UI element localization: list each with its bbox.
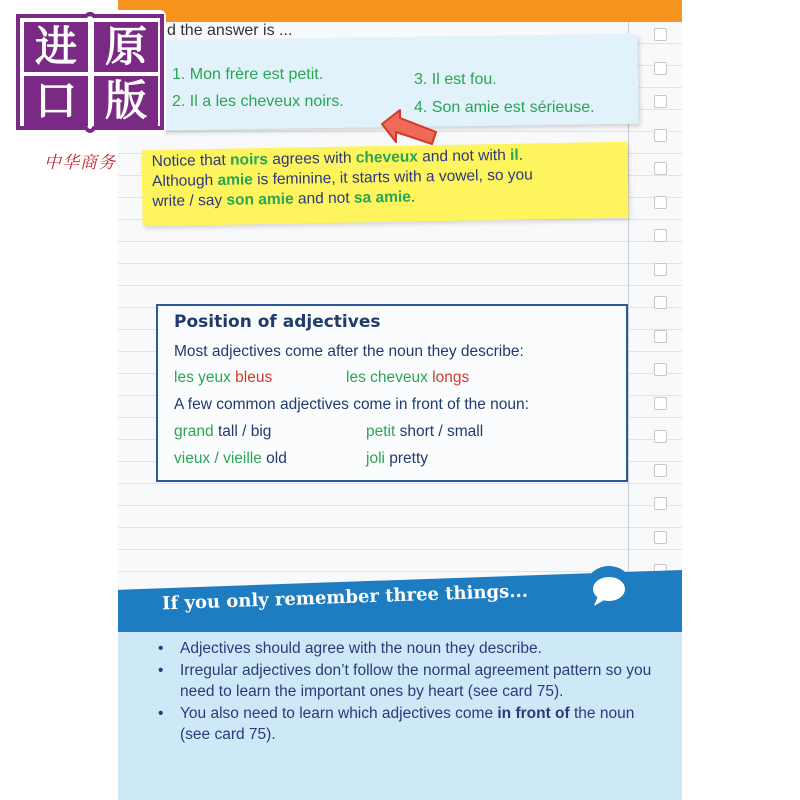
speech-bubble-icon (584, 566, 634, 616)
answer-item-2: 2. Il a les cheveux noirs. (172, 93, 344, 110)
logo-char-2: 原 (94, 22, 158, 72)
adj-row-joli: joli pretty (366, 450, 429, 467)
logo-subtitle: 中华商务 (44, 153, 116, 173)
answer-heading: d the answer is ... (167, 22, 293, 39)
answer-item-1: 1. Mon frère est petit. (172, 66, 324, 83)
after-noun-text: Most adjectives come after the noun they describe: (174, 343, 524, 360)
example-eyes: les yeux bleus (174, 369, 273, 386)
summary-bullet-2: • Irregular adjectives don’t follow the normal agreement pattern so you need to learn the important ones by heart (see card 75). (152, 660, 662, 703)
import-original-logo (14, 10, 168, 173)
banner-title: If you only remember three things... (161, 580, 529, 615)
logo-char-1: 进 (24, 22, 88, 72)
summary-bullet-3: • You also need to learn which adjectives come in front of the noun (see card 75). (152, 703, 662, 746)
summary-banner (118, 570, 682, 632)
punch-holes (654, 28, 670, 631)
position-title: Position of adjectives (174, 312, 381, 332)
summary-bullet-1: • Adjectives should agree with the noun they describe. (152, 638, 662, 660)
answer-item-4: 4. Son amie est sérieuse. (414, 99, 595, 116)
example-hair: les cheveux longs (346, 369, 470, 386)
adj-row-grand: grand tall / big (174, 423, 272, 440)
adj-row-vieux: vieux / vieille old (174, 450, 287, 467)
adj-row-petit: petit short / small (366, 423, 484, 440)
logo-char-3: 口 (24, 76, 88, 126)
notice-text: Notice that noirs agrees with cheveux and not with il. Although amie is feminine, it starts with a vowel, so you write / say son amie and not sa amie. (151, 146, 533, 211)
answer-item-3: 3. Il est fou. (414, 71, 497, 88)
logo-book (14, 10, 166, 136)
logo-char-4: 版 (94, 76, 158, 126)
front-noun-text: A few common adjectives come in front of the noun: (174, 396, 529, 413)
summary-list (152, 638, 662, 746)
top-orange-bar (118, 0, 682, 22)
